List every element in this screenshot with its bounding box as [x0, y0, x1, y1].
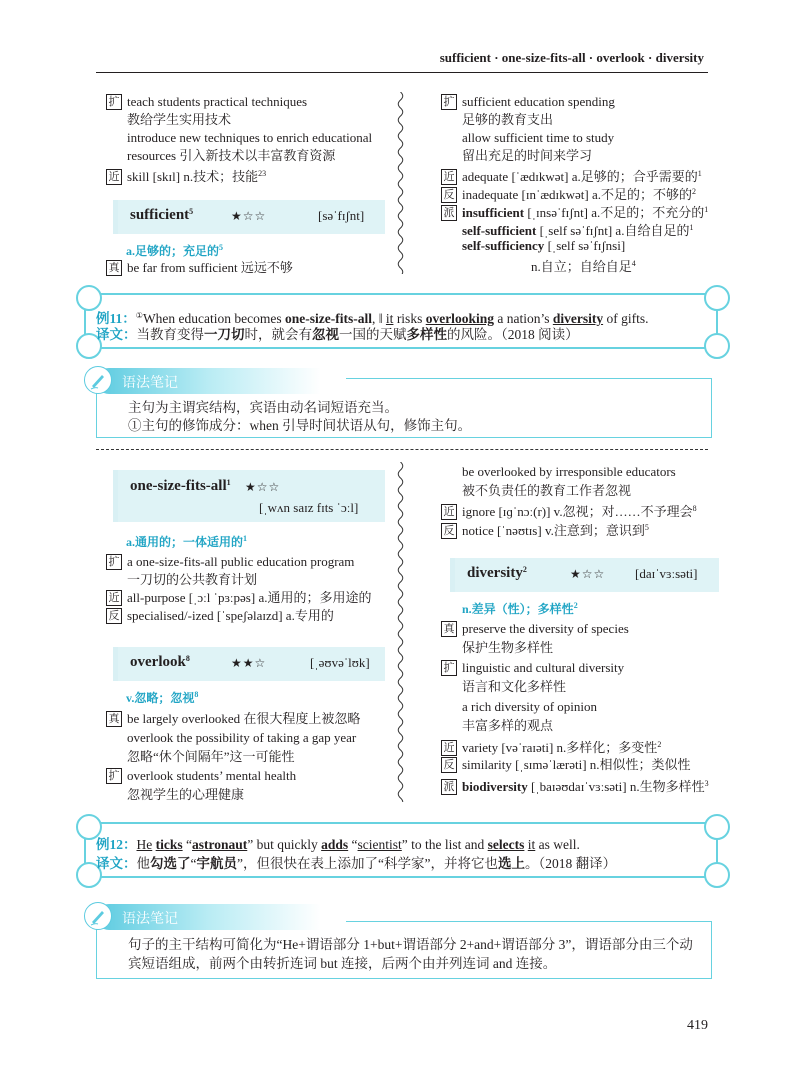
- entry-line: 扩 a one-size-fits-all public education program: [106, 553, 354, 571]
- headword: overlook$^8$: [130, 654, 190, 670]
- entry-line: 丰富多样的观点: [462, 718, 554, 733]
- label-tag: 近: [441, 740, 457, 756]
- headword-box-diversity: [450, 558, 719, 592]
- entry-line: 反 notice [ˈnəʊtɪs] v.注意到；意识到$^5$: [441, 519, 649, 540]
- label-tag: 真: [441, 621, 457, 637]
- phonetic: [ˌəʊvəˈlʊk]: [310, 655, 370, 670]
- entry-line: overlook the possibility of taking a gap year: [127, 730, 357, 745]
- label-tag: 派: [441, 205, 457, 221]
- ornament-corner: [704, 333, 730, 359]
- phonetic: [ˌwʌn saɪz fɪts ˈɔːl]: [259, 500, 359, 515]
- label-tag: 反: [441, 187, 457, 203]
- entry-line: 真 be largely overlooked 在很大程度上被忽略: [106, 710, 360, 728]
- part-of-speech: v.忽略；忽视$^8$: [126, 690, 199, 705]
- entry-line: 留出充足的时间来学习: [462, 148, 593, 163]
- pen-icon: [84, 366, 112, 394]
- entry-line: 被不负责任的教育工作者忽视: [462, 482, 632, 498]
- label-tag: 反: [441, 757, 457, 773]
- entry-line: 足够的教育支出: [462, 112, 554, 127]
- column-divider-wavy: [396, 92, 405, 274]
- entry-line: 派 insufficient [ˌɪnsəˈfɪʃnt] a.不足的；不充分的$^1$: [441, 201, 708, 222]
- label-tag: 真: [106, 260, 122, 276]
- part-of-speech: n.差异（性）；多样性$^2$: [462, 601, 578, 616]
- grammar-note-title: 语法笔记: [122, 911, 178, 927]
- entry-line: 扩 overlook students’ mental health: [106, 767, 296, 785]
- entry-line: 教给学生实用技术: [127, 112, 232, 127]
- phonetic: [daɪˈvɜːsəti]: [635, 566, 698, 581]
- frequency-stars: ★★☆: [231, 656, 267, 670]
- label-tag: 近: [106, 169, 122, 185]
- entry-line: 扩 sufficient education spending: [441, 93, 615, 111]
- section-separator: [96, 449, 708, 450]
- entry-line: 反 inadequate [ɪnˈædɪkwət] a.不足的；不够的$^2$: [441, 183, 696, 204]
- entry-line: a rich diversity of opinion: [462, 698, 598, 714]
- headword-box-sufficient: [113, 200, 385, 234]
- pen-icon: [84, 902, 112, 930]
- example-12-translation: 译文：他勾选了“宇航员”，但很快在表上添加了“科学家”，并将它也选上。（2018 翻译）: [96, 856, 617, 871]
- entry-line: 忽视学生的心理健康: [127, 787, 245, 802]
- entry-line: self-sufficiency [ˌself səˈfɪʃnsi]: [462, 238, 626, 253]
- entry-line: 真 be far from sufficient 远远不够: [106, 259, 293, 277]
- entry-line: resources 引入新技术以丰富教育资源: [127, 148, 336, 163]
- page-number: 419: [687, 1018, 708, 1033]
- label-tag: 扩: [441, 660, 457, 676]
- entry-line: 近 ignore [ɪɡˈnɔː(r)] v.忽视；对……不予理会$^8$: [441, 500, 697, 521]
- entry-line: 保护生物多样性: [462, 640, 554, 656]
- entry-line: allow sufficient time to study: [462, 130, 615, 145]
- headword: one-size-fits-all$^1$: [130, 478, 231, 494]
- running-header: sufficient · one-size-fits-all · overlook · diversity: [439, 50, 704, 65]
- label-tag: 近: [441, 504, 457, 520]
- note-line: 主句为主谓宾结构，宾语由动名词短语充当。: [128, 400, 398, 415]
- phonetic: [səˈfɪʃnt]: [318, 208, 365, 223]
- note-line: 宾短语组成，前两个由转折连词 but 连接，后两个由并列连词 and 连接。: [128, 956, 557, 971]
- entry-line: 反 similarity [ˌsɪməˈlærəti] n.相似性；类似性: [441, 756, 691, 774]
- entry-line: be overlooked by irresponsible educators: [462, 464, 676, 479]
- frequency-stars: ★☆☆: [570, 567, 606, 581]
- entry-line: 扩 teach students practical techniques: [106, 93, 307, 111]
- frequency-stars: ★☆☆: [231, 209, 267, 223]
- column-divider-wavy: [396, 462, 405, 802]
- entry-line: 真 preserve the diversity of species: [441, 620, 629, 638]
- headword: sufficient$^5$: [130, 207, 194, 223]
- label-tag: 近: [106, 590, 122, 606]
- frequency-stars: ★☆☆: [245, 480, 281, 494]
- grammar-note-title: 语法笔记: [122, 375, 178, 391]
- label-tag: 反: [441, 523, 457, 539]
- note-line: ①主句的修饰成分：when 引导时间状语从句，修饰主句。: [128, 418, 472, 433]
- note-line: 句子的主干结构可简化为“He+谓语部分 1+but+谓语部分 2+and+谓语部分 3”，谓语部分由三个动: [128, 937, 693, 952]
- label-tag: 扩: [441, 94, 457, 110]
- entry-line: 忽略“休个间隔年”这一可能性: [127, 749, 295, 764]
- entry-line: introduce new techniques to enrich educational: [127, 130, 373, 145]
- entry-line: n.自立；自给自足$^4$: [531, 259, 636, 274]
- label-tag: 反: [106, 608, 122, 624]
- headword-box-one-size-fits-all: [113, 470, 385, 522]
- part-of-speech: a.通用的；一体适用的$^1$: [126, 534, 248, 549]
- entry-line: self-sufficient [ˌself səˈfɪʃnt] a.自给自足的$^1$: [462, 223, 694, 238]
- entry-line: 近 adequate [ˈædɪkwət] a.足够的；合乎需要的$^1$: [441, 165, 702, 186]
- entry-line: 扩 linguistic and cultural diversity: [441, 659, 624, 677]
- part-of-speech: a.足够的；充足的$^5$: [126, 243, 224, 258]
- entry-line: 近 all-purpose [ˌɔːl ˈpɜːpəs] a.通用的；多用途的: [106, 589, 371, 607]
- headword-box-overlook: [113, 647, 385, 681]
- example-11-translation: 译文：当教育变得一刀切时，就会有忽视一国的天赋多样性的风险。（2018 阅读）: [96, 327, 579, 342]
- header-rule: [96, 72, 708, 73]
- ornament-corner: [704, 814, 730, 840]
- label-tag: 扩: [106, 94, 122, 110]
- example-12-sentence: 例12：He ticks “astronaut” but quickly adds “scientist” to the list and selects it as well.: [96, 837, 580, 852]
- ornament-corner: [704, 285, 730, 311]
- entry-line: 近 variety [vəˈraɪəti] n.多样化；多变性$^2$: [441, 736, 661, 757]
- entry-line: 近 skill [skɪl] n.技术；技能$^{23}$: [106, 165, 266, 186]
- example-11-sentence: 例11：①When education becomes one-size-fits-all, ‖ it risks overlooking a nation’s diversity of gifts.: [96, 311, 649, 326]
- ornament-corner: [704, 862, 730, 888]
- entry-line: 一刀切的公共教育计划: [127, 572, 258, 587]
- label-tag: 扩: [106, 768, 122, 784]
- label-tag: 近: [441, 169, 457, 185]
- entry-line: 反 specialised/-ized [ˈspeʃəlaɪzd] a.专用的: [106, 607, 334, 625]
- label-tag: 派: [441, 779, 457, 795]
- label-tag: 扩: [106, 554, 122, 570]
- entry-line: 派 biodiversity [ˌbaɪəʊdaɪˈvɜːsəti] n.生物多样性$^3$: [441, 775, 709, 796]
- headword: diversity$^2$: [467, 565, 527, 581]
- label-tag: 真: [106, 711, 122, 727]
- entry-line: 语言和文化多样性: [462, 679, 567, 695]
